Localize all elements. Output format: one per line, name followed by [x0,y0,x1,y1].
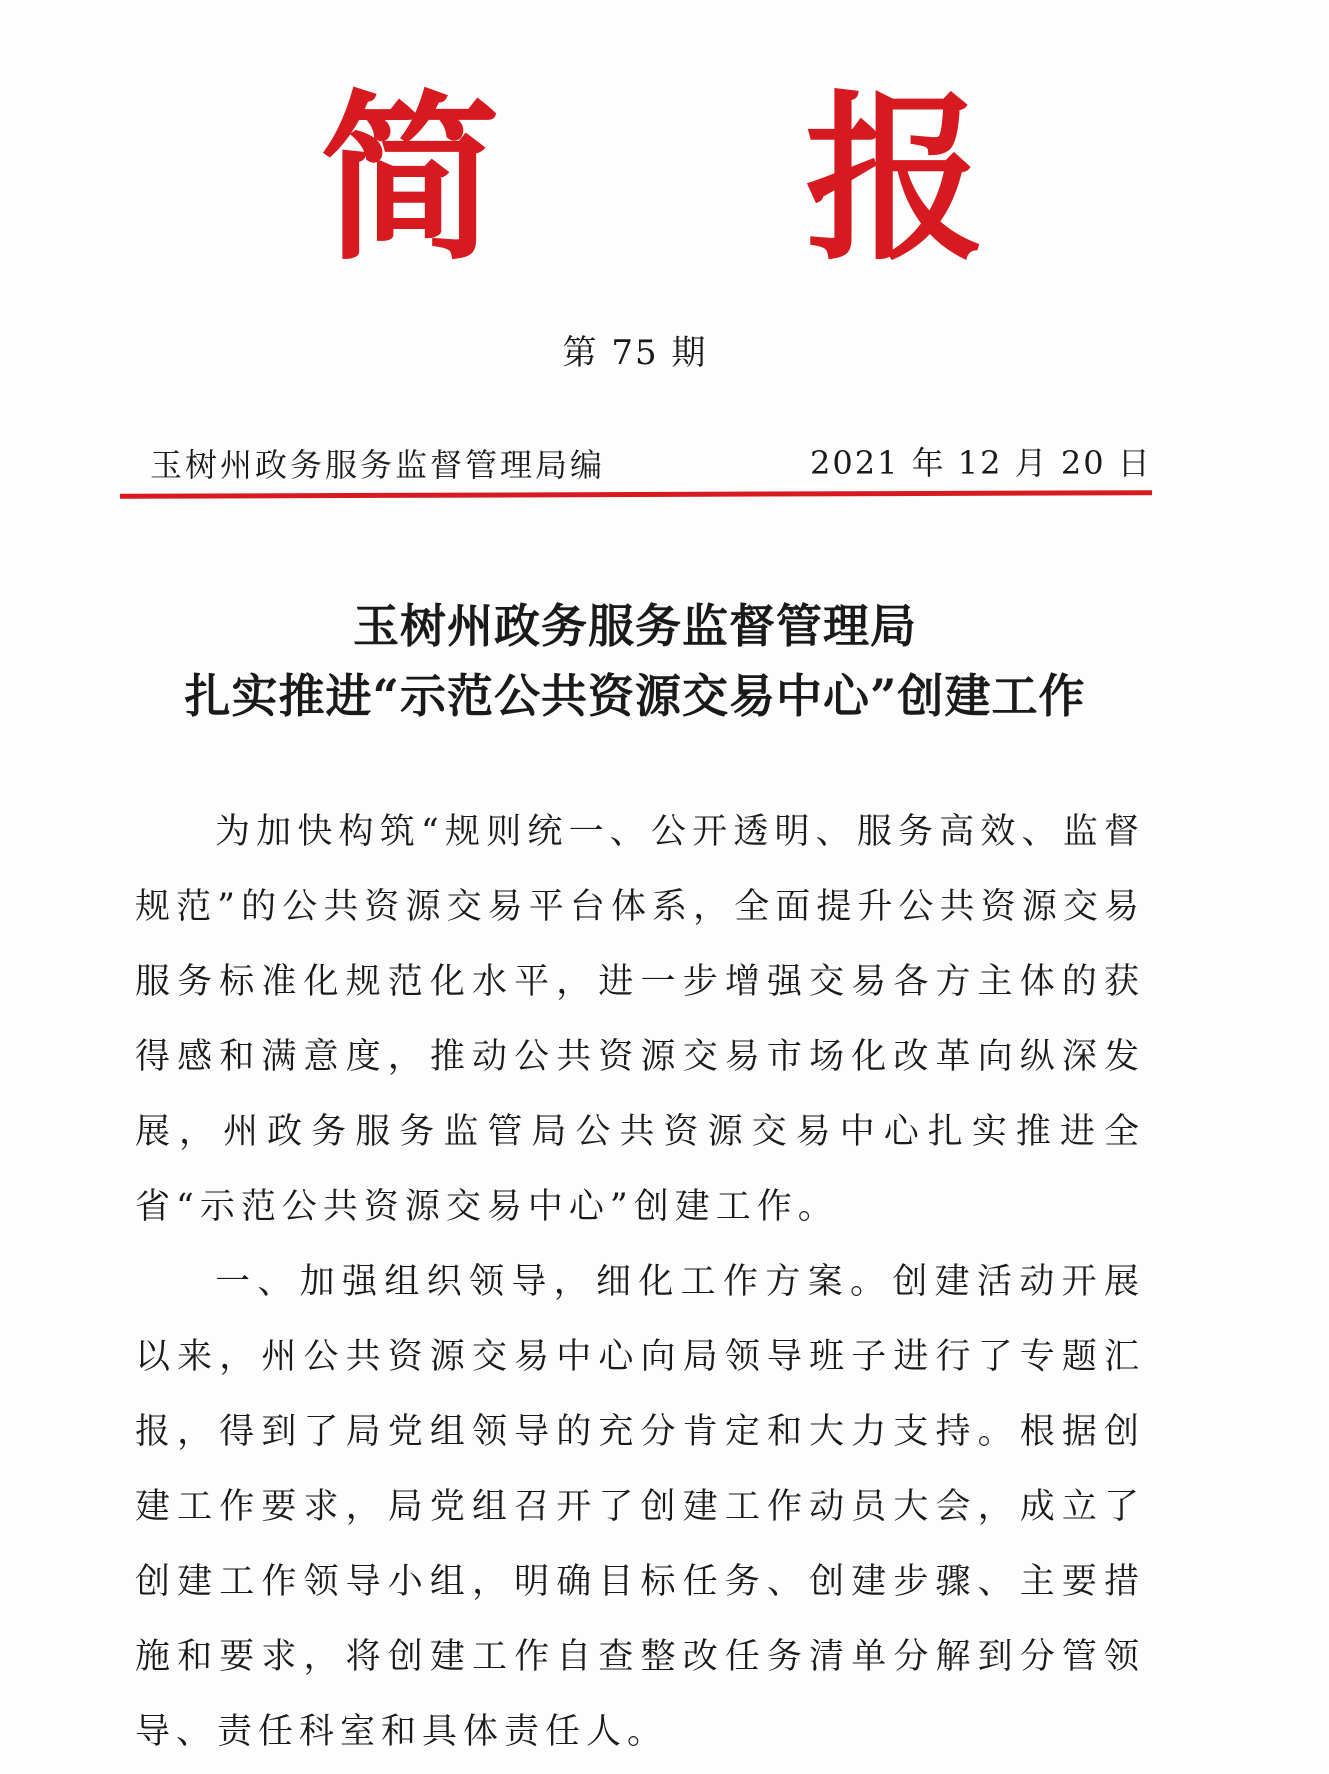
paragraph-section-1: 一、加强组织领导，细化工作方案。创建活动开展以来，州公共资源交易中心向局领导班子进行了专题汇报，得到了局党组领导的充分肯定和大力支持。根据创建工作要求，局党组召开了创建工作动员大会，成立了创建工作领导小组，明确目标任务、创建步骤、主要措施和要求，将创建工作自查整改任务清单分解到分管领导、责任科室和具体责任人。 [135,1262,1145,1752]
masthead [0,74,1329,285]
masthead-title-char-2: 报 [805,74,986,285]
masthead-title-char-1: 简 [320,74,501,285]
headline-line-1: 玉树州政务服务监督管理局 [353,599,917,653]
paragraph-intro: 为加快构筑“规则统一、公开透明、服务高效、监督规范”的公共资源交易平台体系，全面提升公共资源交易服务标准化规范化水平，进一步增强交易各方主体的获得感和满意度，推动公共资源交易市场化改革向纵深发展，州政务服务监管局公共资源交易中心扎实推进全省“示范公共资源交易中心”创建工作。 [135,812,1145,1227]
issue-number: 第 75 期 [562,333,708,373]
editor-organization: 玉树州政务服务监督管理局编 [150,446,606,484]
article-body [135,795,1145,1770]
publish-date: 2021 年 12 月 20 日 [810,444,1152,482]
headline-line-2: 扎实推进“示范公共资源交易中心”创建工作 [184,669,1086,723]
red-divider-line [120,490,1152,499]
